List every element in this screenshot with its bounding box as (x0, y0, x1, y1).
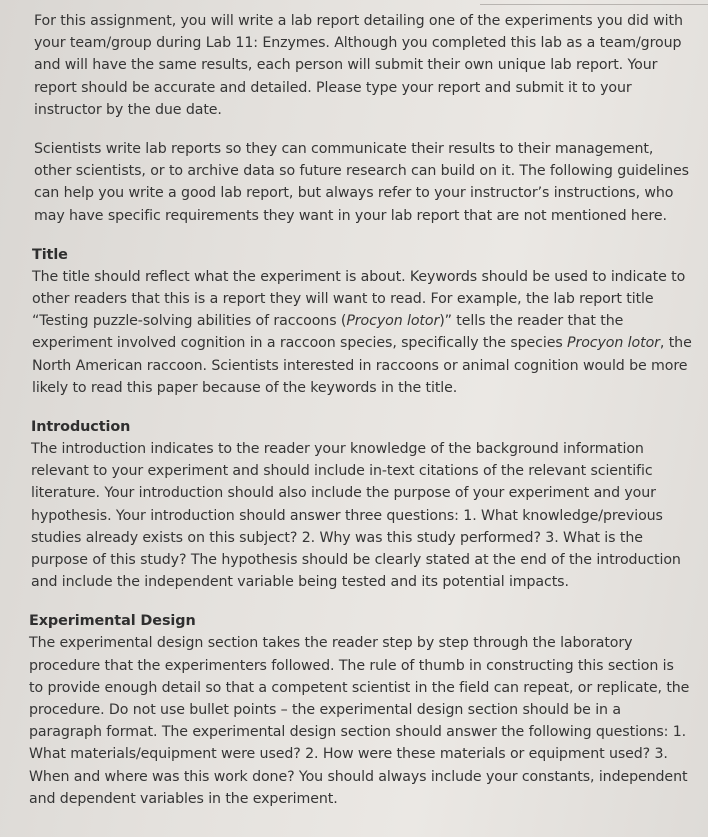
species-name-2: Procyon lotor (567, 335, 660, 352)
species-name-1: Procyon lotor (346, 313, 440, 330)
introduction-body: The introduction indicates to the reader your knowledge of the background information relevant to your experiment and should include in-text citations of the relevant scientific literature. Your introduction should also include the purpose of your experiment and your hypothesis. Your introduction should answer three questions: 1. What knowledge/previous studies already exists on this subject? 2. Why was this study performed? 3. What is the purpose of this study? The hypothesis should be clearly stated at the end of the introduction and include the independent variable being tested and its potential impacts. (31, 441, 681, 591)
experimental-design-section (29, 610, 692, 810)
introduction-section (31, 416, 692, 593)
experimental-design-body: The experimental design section takes the reader step by step through the laboratory procedure that the experimenters followed. The rule of thumb in constructing this section is to provide enough detail so that a competent scientist in the field can repeat, or replicate, the procedure. Do not use bullet points – the experimental design section should be in a paragraph format. The experimental design section should answer the following questions: 1. What materials/equipment were used? 2. How were these materials or equipment used? 3. When and where was this work done? You should always include your constants, independent and dependent variables in the experiment. (29, 635, 690, 807)
experimental-design-heading: Experimental Design (29, 613, 196, 630)
assignment-paragraph: For this assignment, you will write a lab report detailing one of the experiments you did with your team/group during Lab 11: Enzymes. Although you completed this lab as a team/group and will have the same results, each person will submit their own unique lab report. Your report should be accurate and detailed. Please type your report and submit it to your instructor by the due date. (34, 13, 683, 118)
purpose-paragraph: Scientists write lab reports so they can communicate their results to their management, other scientists, or to archive data so future research can build on it. The following guidelines can help you write a good lab report, but always refer to your instructor’s instructions, who may have specific requirements they want in your lab report that are not mentioned here. (34, 141, 689, 224)
title-body-text-3: , the North American raccoon. Scientists interested in raccoons or animal cognition would be more likely to read this paper because of the keywords in the title. (32, 335, 692, 396)
title-body (32, 266, 692, 399)
introduction-heading: Introduction (31, 419, 131, 436)
title-heading: Title (32, 246, 68, 263)
title-body-text-2: )” tells the reader that the experiment involved cognition in a raccoon species, specifically the species (32, 313, 624, 352)
page-edge-line (480, 4, 708, 5)
title-body-text-1: The title should reflect what the experiment is about. Keywords should be used to indicate to other readers that this is a report they will want to read. For example, the lab report title “Testing puzzle-solving abilities of raccoons ( (32, 268, 686, 330)
title-section (32, 244, 692, 399)
